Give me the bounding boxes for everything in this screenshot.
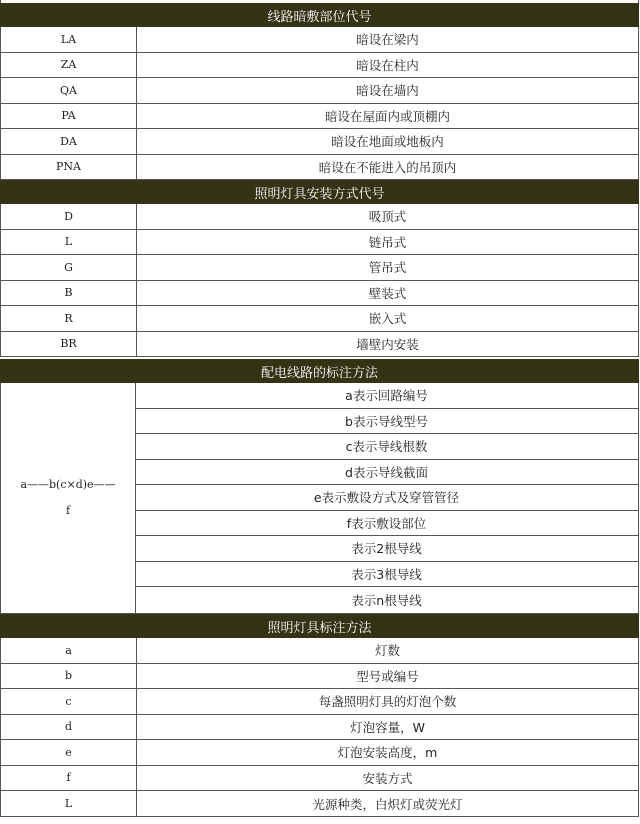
description-cell: 嵌入式 (368, 311, 407, 327)
table-row (0, 255, 639, 281)
description-cell: 暗设在不能进入的吊顶内 (318, 159, 457, 175)
table-row (0, 104, 639, 130)
description-cell: 每盏照明灯具的灯泡个数 (318, 694, 457, 710)
description-cell: 光源种类，白炽灯或荧光灯 (312, 796, 463, 812)
list-item: 表示3根导线 (135, 562, 639, 588)
table-row (0, 78, 639, 104)
section-header-distribution-line: 配电线路的标注方法 (0, 359, 639, 383)
section-header-lighting-install: 照明灯具安装方式代号 (0, 180, 639, 204)
table-row (0, 306, 639, 332)
code-cell: L (1, 791, 137, 816)
description-cell: 型号或编号 (356, 668, 419, 684)
code-cell: B (1, 281, 137, 306)
code-cell: e (1, 740, 137, 765)
list-item: 表示2根导线 (135, 536, 639, 562)
code-cell: D (1, 204, 137, 229)
table-row (0, 204, 639, 230)
table-row (0, 664, 639, 690)
list-item: f表示敷设部位 (135, 511, 639, 537)
code-cell: L (1, 230, 137, 255)
list-item: a表示回路编号 (135, 383, 639, 409)
description-cell: 灯数 (374, 643, 400, 659)
description-cell: 灯泡安装高度，m (337, 745, 438, 761)
description-cell: 壁装式 (368, 285, 407, 301)
table-row (0, 715, 639, 741)
table-row (0, 53, 639, 79)
description-cell: 暗设在屋面内或顶棚内 (324, 108, 450, 124)
description-cell: 暗设在柱内 (356, 57, 419, 73)
description-cell: 暗设在梁内 (356, 32, 419, 48)
table-row (0, 27, 639, 53)
code-cell: DA (1, 129, 137, 154)
table-row (0, 766, 639, 792)
table-row (0, 155, 639, 181)
table-row (0, 740, 639, 766)
code-cell: c (1, 689, 137, 714)
table-row (0, 689, 639, 715)
code-cell: G (1, 255, 137, 280)
description-cell: 灯泡容量，W (350, 719, 425, 735)
section-header-wiring-concealed: 线路暗敷部位代号 (0, 3, 639, 27)
list-item: c表示导线根数 (135, 434, 639, 460)
list-item: e表示敷设方式及穿管管径 (135, 485, 639, 511)
code-cell: PA (1, 104, 137, 129)
description-cell: 安装方式 (362, 770, 413, 786)
list-item: 表示n根导线 (135, 587, 639, 614)
format-line-2: f (65, 504, 71, 517)
description-cell: 吸顶式 (368, 209, 407, 225)
code-cell: LA (1, 27, 137, 52)
table-row (0, 791, 639, 817)
section-header-lighting-marking: 照明灯具标注方法 (0, 614, 639, 638)
table-row (0, 332, 639, 358)
description-cell: 暗设在地面或地板内 (331, 134, 444, 150)
description-cell: 管吊式 (368, 260, 407, 276)
code-cell: QA (1, 78, 137, 103)
list-item: b表示导线型号 (135, 409, 639, 435)
code-cell: d (1, 715, 137, 740)
code-cell: f (1, 766, 137, 791)
code-cell: R (1, 306, 137, 331)
table-row (0, 281, 639, 307)
description-cell: 暗设在墙内 (356, 83, 419, 99)
merged-format-cell (0, 383, 136, 614)
description-cell: 链吊式 (368, 234, 407, 250)
code-cell: PNA (1, 155, 137, 180)
code-cell: b (1, 664, 137, 689)
list-item: d表示导线截面 (135, 460, 639, 486)
code-cell: ZA (1, 53, 137, 78)
description-cell: 墙壁内安装 (356, 336, 419, 352)
code-cell: a (1, 638, 137, 663)
format-line-1: a——b(c×d)e—— (20, 478, 116, 491)
code-cell: BR (1, 332, 137, 357)
table-row (0, 638, 639, 664)
table-row (0, 129, 639, 155)
table-row (0, 230, 639, 256)
